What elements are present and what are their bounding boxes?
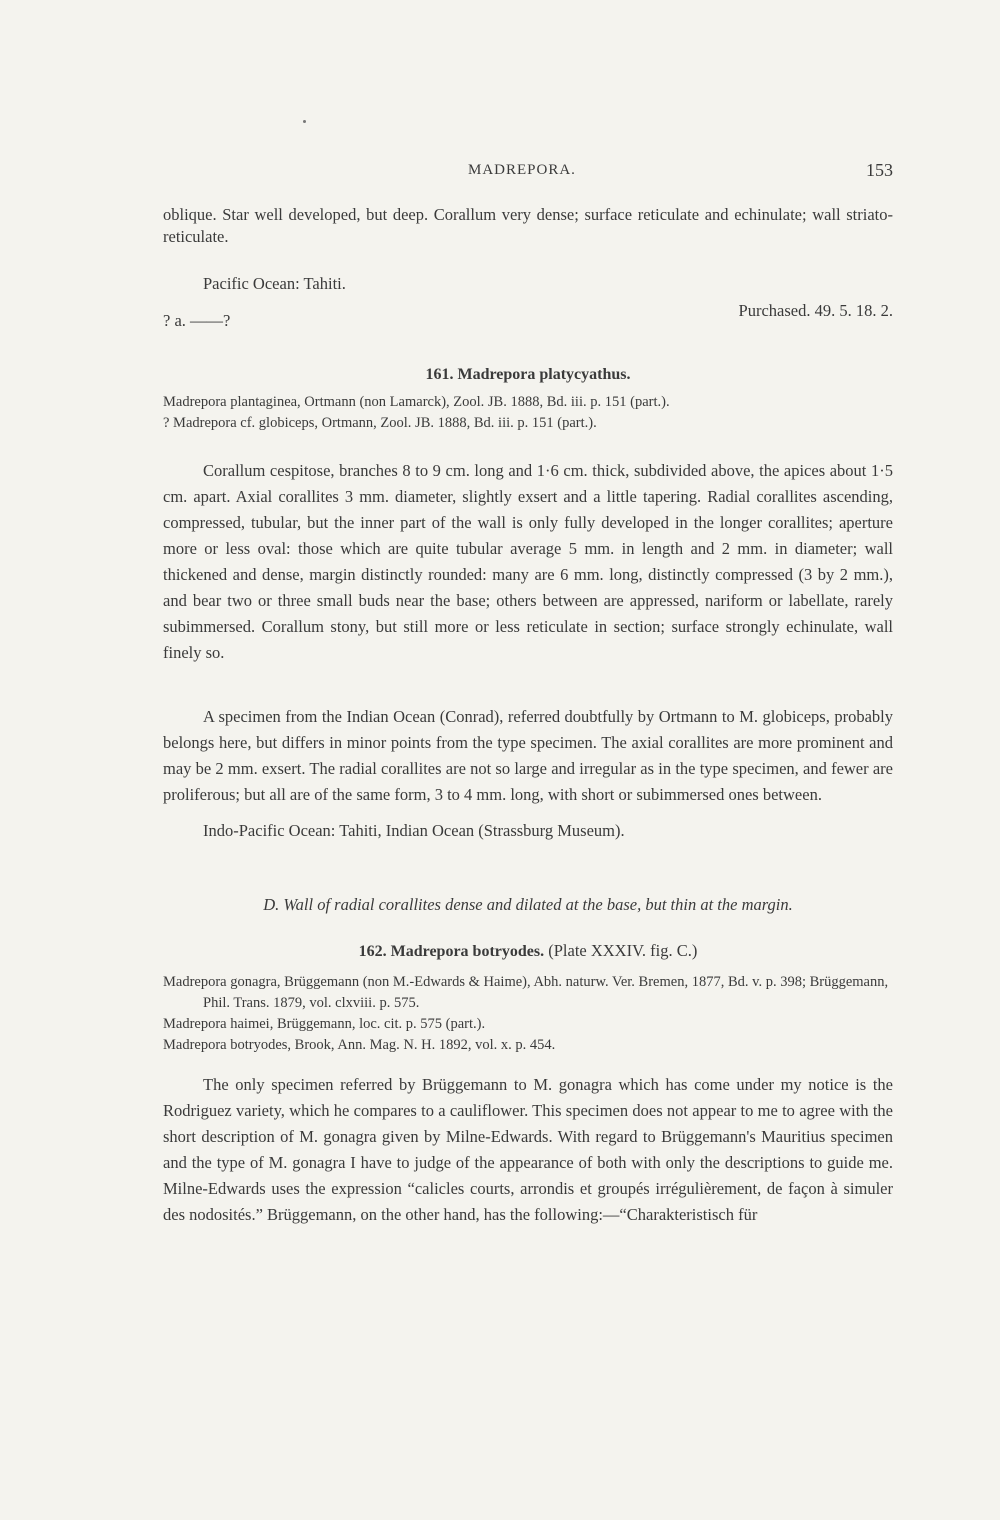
species-162-references <box>163 972 893 1056</box>
page-number: 153 <box>866 160 893 180</box>
plate-reference: (Plate XXXIV. fig. C.) <box>548 941 698 960</box>
specimen-source: Purchased. 49. 5. 18. 2. <box>738 301 893 320</box>
continuation-paragraph: oblique. Star well developed, but deep. Corallum very dense; surface reticulate and echinulate; wall striato-reticulate. <box>163 205 893 246</box>
species-161-locality: Indo-Pacific Ocean: Tahiti, Indian Ocean (Strassburg Museum). <box>203 821 625 840</box>
specimen-row <box>163 301 893 330</box>
continuation-locality: Pacific Ocean: Tahiti. <box>203 274 346 293</box>
running-head <box>163 160 893 190</box>
species-161-heading: 161. Madrepora platycyathus. <box>425 366 631 383</box>
reference-entry: Madrepora botryodes, Brook, Ann. Mag. N. H. 1892, vol. x. p. 454. <box>163 1037 556 1053</box>
reference-entry: ? Madrepora cf. globiceps, Ortmann, Zool. JB. 1888, Bd. iii. p. 151 (part.). <box>163 415 597 431</box>
reference-entry: Madrepora haimei, Brüggemann, loc. cit. p. 575 (part.). <box>163 1016 486 1032</box>
species-162-description: The only specimen referred by Brüggemann to M. gonagra which has come under my notice is the Rodriguez variety, which he compares to a cauliflower. This specimen does not appear to me to agree with the short description of M. gonagra given by Milne-Edwards. With regard to Brüggemann's Mauritius specimen and the type of M. gonagra I have to judge of the appearance of both with only the descriptions to guide me. Milne-Edwards uses the expression “calicles courts, arrondis et groupés irrégulièrement, de façon à simuler des nodosités.” Brüggemann, on the other hand, has the following:—“Charakteristisch für <box>163 1075 893 1224</box>
reference-entry: Madrepora plantaginea, Ortmann (non Lamarck), Zool. JB. 1888, Bd. iii. p. 151 (part.). <box>163 394 670 410</box>
specimen-label: ? a. ——? <box>163 311 231 330</box>
species-162-heading-row <box>163 940 893 963</box>
section-d-heading: D. Wall of radial corallites dense and dilated at the base, but thin at the margin. <box>263 895 793 914</box>
species-161-remarks: A specimen from the Indian Ocean (Conrad), referred doubtfully by Ortmann to M. globiceps, probably belongs here, but differs in minor points from the type specimen. The axial corallites are more prominent and may be 2 mm. exsert. The radial corallites are not so large and irregular as in the type specimen, and fewer are proliferous; but all are of the same form, 3 to 4 mm. long, with short or subimmersed ones between. <box>163 707 893 804</box>
reference-entry: Madrepora gonagra, Brüggemann (non M.-Edwards & Haime), Abh. naturw. Ver. Bremen, 1877, Bd. v. p. 398; Brüggemann, Phil. Trans. 1879, vol. clxviii. p. 575. <box>163 974 889 1011</box>
ink-speck <box>303 120 306 123</box>
species-162-heading: 162. Madrepora botryodes. <box>358 943 545 960</box>
species-161-description: Corallum cespitose, branches 8 to 9 cm. long and 1·6 cm. thick, subdivided above, the apices about 1·5 cm. apart. Axial corallites 3 mm. diameter, slightly exsert and a little tapering. Radial corallites ascending, compressed, tubular, but the inner part of the wall is only fully developed in the longer corallites; aperture more or less oval: those which are quite tubular average 5 mm. in length and 2 mm. in diameter; wall thickened and dense, margin distinctly rounded: many are 6 mm. long, distinctly compressed (3 by 2 mm.), and bear two or three small buds near the base; others between are appressed, nariform or labellate, rarely subimmersed. Corallum stony, but still more or less reticulate in section; surface strongly echinulate, wall finely so. <box>163 461 893 662</box>
species-161-references <box>163 392 893 434</box>
running-title: MADREPORA. <box>468 162 576 178</box>
